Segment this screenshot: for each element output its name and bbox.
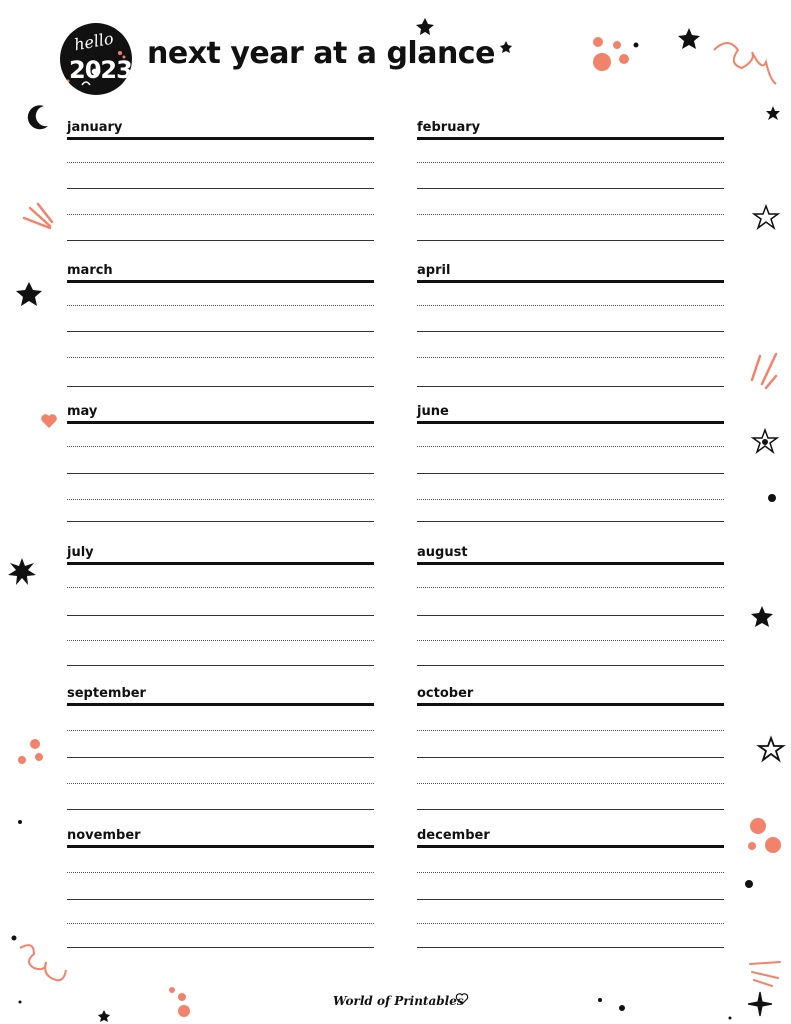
dot-icon (765, 837, 781, 853)
sparkle-icon (748, 992, 772, 1016)
dot-icon (593, 53, 611, 71)
squiggle-icon (714, 43, 776, 84)
dot-icon (593, 37, 603, 47)
month-label: november (67, 828, 141, 843)
dot-icon (12, 936, 17, 941)
moon-icon (28, 105, 48, 129)
month-label: december (417, 828, 490, 843)
star-icon (98, 1010, 110, 1022)
dot-icon (613, 41, 621, 49)
month-label: march (67, 263, 113, 278)
logo-hello-text: hello (72, 28, 115, 55)
month-label: may (67, 404, 98, 419)
dot-icon (35, 753, 43, 761)
dot-icon (18, 756, 26, 764)
star-icon (751, 606, 773, 627)
dot-icon (30, 739, 40, 749)
dot-icon (634, 43, 639, 48)
star-icon (416, 18, 434, 35)
dot-icon (729, 1017, 732, 1020)
dot-icon (169, 987, 175, 993)
star-outline-icon (754, 206, 778, 228)
burst-icon (750, 962, 780, 986)
star-icon (500, 41, 512, 53)
month-label: october (417, 686, 474, 701)
dot-icon (598, 998, 602, 1002)
dot-icon (619, 1005, 625, 1011)
star-icon (16, 282, 42, 306)
footer-brand: World of Printables (333, 994, 464, 1008)
dot-icon (19, 1001, 22, 1004)
month-label: february (417, 120, 481, 135)
dot-icon (768, 494, 776, 502)
month-label: june (417, 404, 449, 419)
dot-icon (750, 818, 766, 834)
squiggle-icon (20, 945, 66, 980)
month-label: september (67, 686, 146, 701)
dot-icon (178, 993, 186, 1001)
page-title: next year at a glance (147, 36, 495, 71)
dot-icon (745, 880, 753, 888)
heart-icon (41, 414, 57, 428)
burst-icon (752, 354, 776, 388)
dot-icon (619, 54, 629, 64)
star-icon (678, 28, 700, 49)
month-label: january (67, 120, 123, 135)
month-label: july (67, 545, 94, 560)
dot-icon (18, 820, 22, 824)
sparkle-icon (8, 558, 36, 585)
dot-icon (748, 842, 756, 850)
month-label: april (417, 263, 451, 278)
month-label: august (417, 545, 468, 560)
star-icon (766, 106, 780, 120)
dot-icon (178, 1005, 190, 1017)
burst-icon (24, 204, 52, 228)
star-outline-icon (759, 738, 783, 760)
logo-year-text: 2023 (69, 56, 132, 84)
